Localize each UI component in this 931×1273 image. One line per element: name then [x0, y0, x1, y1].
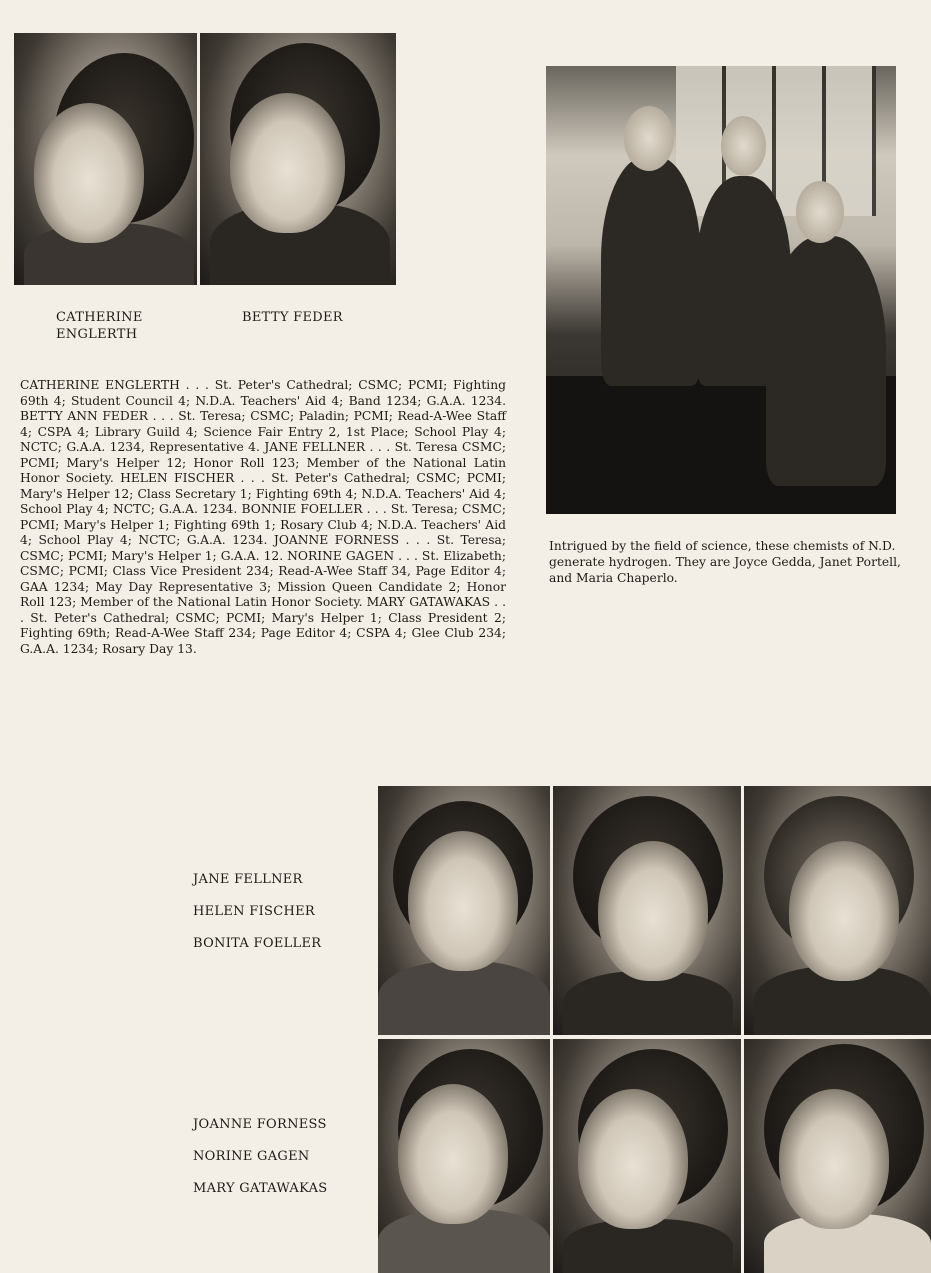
portrait-bonita-foeller — [744, 786, 931, 1035]
name-bonita-foeller: BONITA FOELLER — [193, 936, 322, 951]
name-norine-gagen: NORINE GAGEN — [193, 1149, 310, 1164]
name-mary-gatawakas: MARY GATAWAKAS — [193, 1181, 328, 1196]
portrait-mary-gatawakas — [744, 1039, 931, 1273]
portrait-betty-feder — [200, 33, 396, 285]
caption-catherine-englerth — [56, 309, 143, 343]
caption-catherine-first: CATHERINE — [56, 310, 143, 325]
name-joanne-forness: JOANNE FORNESS — [193, 1117, 327, 1132]
names-list-top — [193, 864, 321, 960]
caption-catherine-last: ENGLERTH — [56, 327, 138, 342]
name-helen-fischer: HELEN FISCHER — [193, 904, 315, 919]
portrait-catherine-englerth — [14, 33, 197, 285]
portrait-norine-gagen — [553, 1039, 741, 1273]
portrait-jane-fellner — [378, 786, 550, 1035]
portrait-helen-fischer — [553, 786, 741, 1035]
lab-photo-caption: Intrigued by the field of science, these chemists of N.D. generate hydrogen. They are Joyce Gedda, Janet Portell, and Maria Chaperlo. — [549, 539, 901, 585]
caption-betty-feder: BETTY FEDER — [242, 310, 343, 325]
name-jane-fellner: JANE FELLNER — [193, 872, 303, 887]
biography-text: CATHERINE ENGLERTH . . . St. Peter's Cathedral; CSMC; PCMI; Fighting 69th 4; Student Council 4; N.D.A. Teachers' Aid 4; Band 1234; G.A.A. 1234. BETTY ANN FEDER . . . St. Teresa; CSMC; Paladin; PCMI; Read-A-Wee Staff 4; CSPA 4; Library Guild 4; Science Fair Entry 2, 1st Place; School Play 4; NCTC; G.A.A. 1234, Representative 4. JANE FELLNER . . . St. Teresa CSMC; PCMI; Mary's Helper 12; Honor Roll 123; Member of the National Latin Honor Society. HELEN FISCHER . . . St. Peter's Cathedral; CSMC; PCMI; Mary's Helper 12; Class Secretary 1; Fighting 69th 4; N.D.A. Teachers' Aid 4; School Play 4; NCTC; G.A.A. 1234. BONNIE FOELLER . . . St. Teresa; CSMC; PCMI; Mary's Helper 1; Fighting 69th 1; Rosary Club 4; N.D.A. Teachers' Aid 4; School Play 4; NCTC; G.A.A. 1234. JOANNE FORNESS . . . St. Teresa; CSMC; PCMI; Mary's Helper 1; G.A.A. 12. NORINE GAGEN . . . St. Elizabeth; CSMC; PCMI; Class Vice President 234; Read-A-Wee Staff 34, Page Editor 4; GAA 1234; May Day Representative 3; Mission Queen Candidate 2; Honor Roll 123; Member of the National Latin Honor Society. MARY GATAWAKAS . . . St. Peter's Cathedral; CSMC; PCMI; Mary's Helper 1; Class President 2; Fighting 69th; Read-A-Wee Staff 234; Page Editor 4; CSPA 4; Glee Club 234; G.A.A. 1234; Rosary Day 13. — [20, 378, 506, 656]
names-list-bottom — [193, 1109, 327, 1205]
portrait-joanne-forness — [378, 1039, 550, 1273]
lab-photo — [546, 66, 896, 514]
